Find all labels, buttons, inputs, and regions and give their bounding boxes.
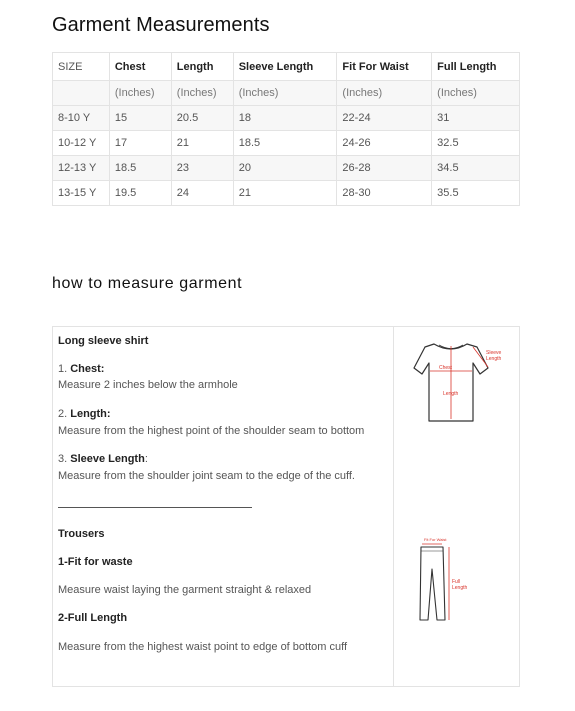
table-cell: 21 — [233, 181, 337, 206]
table-cell: 21 — [171, 131, 233, 156]
table-cell: 18.5 — [233, 131, 337, 156]
table-cell: 32.5 — [432, 131, 520, 156]
sleeve-description: Measure from the shoulder joint seam to the edge of the cuff. — [58, 470, 355, 482]
sleeve-step-label — [58, 453, 148, 465]
table-header-row — [53, 53, 520, 81]
shirt-heading: Long sleeve shirt — [58, 335, 149, 347]
chest-description: Measure 2 inches below the armhole — [58, 379, 238, 391]
full-length-description: Measure from the highest waist point to edge of bottom cuff — [58, 641, 348, 653]
waist-description: Measure waist laying the garment straight & relaxed — [58, 584, 312, 596]
full-length-diagram-label-2: Length — [452, 585, 468, 591]
table-cell: 19.5 — [109, 181, 171, 206]
table-cell: (Inches) — [233, 81, 337, 106]
sleeve-colon: : — [144, 453, 148, 465]
waist-label: 1-Fit for waste — [58, 556, 133, 568]
table-cell: 23 — [171, 156, 233, 181]
table-header-fit-for-waist: Fit For Waist — [337, 53, 432, 81]
table-cell: (Inches) — [171, 81, 233, 106]
table-cell: (Inches) — [337, 81, 432, 106]
length-label: Length: — [70, 408, 111, 420]
table-cell: (Inches) — [109, 81, 171, 106]
table-cell: 20 — [233, 156, 337, 181]
table-cell: 28-30 — [337, 181, 432, 206]
waist-diagram-label: Fit For Waist — [424, 537, 447, 542]
table-cell: 20.5 — [171, 106, 233, 131]
table-header-full-length: Full Length — [432, 53, 520, 81]
table-header-sleeve-length: Sleeve Length — [233, 53, 337, 81]
step-number: 1. — [58, 363, 71, 375]
instructions-column — [53, 327, 394, 686]
table-cell — [53, 81, 110, 106]
table-units-row — [53, 81, 520, 106]
trousers-heading: Trousers — [58, 528, 105, 540]
trousers-diagram — [394, 535, 519, 645]
table-row — [53, 106, 520, 131]
table-cell: 13-15 Y — [53, 181, 110, 206]
measure-guide-box — [52, 326, 520, 687]
table-cell: 18 — [233, 106, 337, 131]
sleeve-label: Sleeve Length — [70, 453, 145, 465]
page-title: Garment Measurements — [52, 14, 270, 36]
table-cell: 24 — [171, 181, 233, 206]
table-row — [53, 156, 520, 181]
table-header-length: Length — [171, 53, 233, 81]
table-cell: 10-12 Y — [53, 131, 110, 156]
table-cell: 15 — [109, 106, 171, 131]
table-row — [53, 181, 520, 206]
table-header-size: SIZE — [53, 53, 110, 81]
full-length-label: 2-Full Length — [58, 612, 128, 624]
table-cell: 26-28 — [337, 156, 432, 181]
table-header-chest: Chest — [109, 53, 171, 81]
step-number: 2. — [58, 408, 71, 420]
chest-label: Chest: — [70, 363, 105, 375]
section-divider — [58, 507, 252, 508]
table-cell: 18.5 — [109, 156, 171, 181]
table-cell: 31 — [432, 106, 520, 131]
length-step-label — [58, 408, 111, 420]
measurement-table — [52, 52, 520, 206]
step-number: 3. — [58, 453, 71, 465]
chest-step-label — [58, 363, 104, 375]
diagram-column — [394, 327, 519, 686]
table-cell: 17 — [109, 131, 171, 156]
table-cell: 22-24 — [337, 106, 432, 131]
table-cell: 8-10 Y — [53, 106, 110, 131]
table-cell: 35.5 — [432, 181, 520, 206]
table-cell: 24-26 — [337, 131, 432, 156]
length-description: Measure from the highest point of the shoulder seam to bottom — [58, 425, 365, 437]
table-cell: (Inches) — [432, 81, 520, 106]
length-diagram-label: Length — [443, 391, 459, 397]
chest-diagram-label: Chest — [439, 365, 453, 371]
table-cell: 34.5 — [432, 156, 520, 181]
sleeve-diagram-label-2: Length — [486, 356, 502, 362]
table-cell: 12-13 Y — [53, 156, 110, 181]
table-row — [53, 131, 520, 156]
section-title: how to measure garment — [52, 275, 243, 292]
tshirt-diagram — [394, 335, 519, 445]
sleeve-diagram-label: Sleeve — [486, 350, 502, 356]
full-length-diagram-label: Full — [452, 579, 461, 585]
